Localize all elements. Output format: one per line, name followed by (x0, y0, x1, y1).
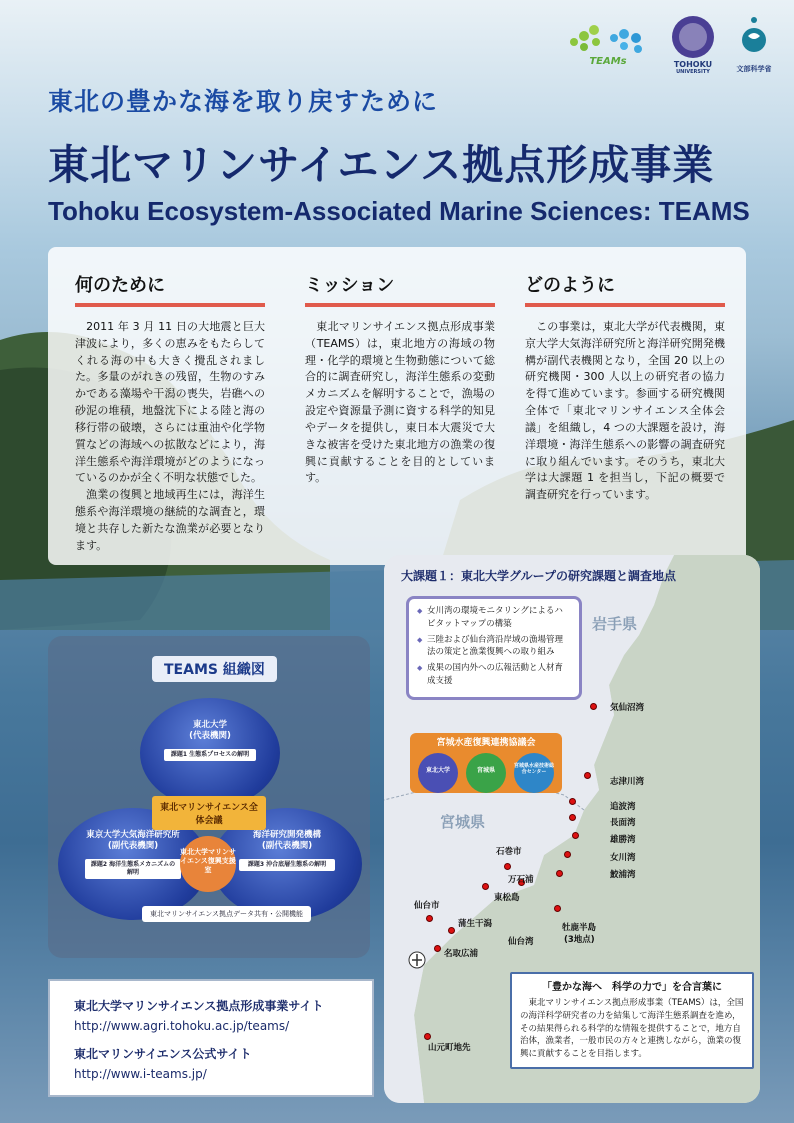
column-how-text: この事業は，東北大学が代表機関，東京大学大気海洋研究所と海洋研究開発機構が副代表機関となり，全国 20 以上の研究機関・300 人以上の研究者の協力を得て進めています。参画する研究機関全体で「東北マリンサイエンス全体会議」を組織し，4 つの大課題を設け，海洋環境・海洋生態系への影響の調査研究に取り組んでいます。そのうち，東北大学は大課題 1 を担当し，下記の概要で調査研究を行っています。 (525, 320, 725, 502)
site-label: 仙台湾 (508, 937, 534, 947)
task-list (406, 596, 582, 700)
site-label: 追波湾 (610, 802, 636, 812)
column-mission-heading: ミッション (305, 271, 495, 307)
intro-panel (48, 247, 746, 565)
site-dot (564, 851, 571, 858)
airport-icon (408, 951, 426, 969)
site-dot (434, 945, 441, 952)
link2-label: 東北マリンサイエンス公式サイト (74, 1047, 252, 1061)
mext-logo (734, 14, 774, 74)
org-right-task: 課題3 沖合底層生態系の解明 (239, 859, 335, 871)
org-data-tag: 東北マリンサイエンス拠点データ共有・公開機能 (142, 906, 311, 922)
council-tohoku: 東北大学 (418, 753, 458, 793)
site-dot (426, 915, 433, 922)
org-chart-title: TEAMS 組織図 (152, 656, 277, 682)
task-item: ◆ 三陸および仙台湾沿岸域の漁場管理法の策定と漁業復興への取り組み (417, 634, 571, 660)
org-left-name: 東京大学大気海洋研究所 (86, 830, 180, 840)
org-right-role: (副代表機関) (261, 841, 313, 852)
org-center-circle: 東北大学マリンサイエンス復興支援室 (180, 836, 236, 892)
region-miyagi: 宮城県 (440, 813, 486, 831)
column-how-heading: どのように (525, 271, 725, 307)
logo-bar (564, 14, 774, 75)
org-left-role: (副代表機関) (107, 841, 159, 852)
teams-logo (564, 14, 652, 67)
site-label: 女川湾 (610, 853, 636, 863)
site-label: 雄勝湾 (610, 835, 636, 845)
tohoku-logo (670, 14, 716, 75)
mext-emblem-icon (734, 14, 774, 64)
council-label: 宮城水産復興連携協議会 (436, 738, 536, 748)
site-dot (554, 905, 561, 912)
tohoku-logo-text: TOHOKU (673, 60, 713, 69)
site-dot (572, 832, 579, 839)
council-fisheries-center: 宮城県水産技術総合センター (514, 753, 554, 793)
org-tohoku-circle (140, 698, 280, 808)
column-why (75, 271, 265, 555)
column-how (525, 271, 725, 504)
site-label: 牡鹿半島 (562, 923, 597, 933)
site-dot (482, 883, 489, 890)
site-dot (584, 772, 591, 779)
site-label: 蒲生干潟 (458, 919, 493, 929)
mext-logo-text: 文部科学省 (736, 65, 772, 73)
org-top-role: (代表機関) (189, 731, 231, 742)
site-label: 石巻市 (496, 847, 522, 857)
slogan-title: 「豊かな海へ 科学の力で」を合言葉に (542, 982, 722, 993)
council-box (410, 733, 562, 793)
org-council-tag: 東北マリンサイエンス全体会議 (152, 796, 266, 830)
site-label: 仙台市 (414, 901, 440, 911)
org-chart (48, 636, 370, 958)
link1-url[interactable]: http://www.agri.tohoku.ac.jp/teams/ (74, 1019, 290, 1033)
slogan-text: 東北マリンサイエンス拠点形成事業（TEAMS）は，全国の海洋科学研究者の力を結集して海洋生態系調査を進め，その結果得られる科学的な情報を提供することで，地方自治体，漁業者，一般市民の方々と連携しながら，漁業の復興に貢献することを目指します。 (520, 998, 744, 1059)
tohoku-emblem-icon (670, 14, 716, 60)
site-dot (504, 863, 511, 870)
site-label: 東松島 (494, 893, 520, 903)
subtitle: 東北の豊かな海を取り戻すために (48, 87, 439, 116)
site-label: 長面湾 (610, 818, 636, 828)
site-label: (3地点) (564, 935, 595, 945)
org-top-name: 東北大学 (192, 720, 227, 730)
site-dot (569, 798, 576, 805)
site-label: 山元町地先 (428, 1043, 471, 1053)
research-map (384, 555, 760, 1103)
task-item: ◆ 成果の国内外への広報活動と人材育成支援 (417, 662, 571, 688)
slogan-box (510, 972, 754, 1069)
link1-label: 東北大学マリンサイエンス拠点形成事業サイト (74, 999, 324, 1013)
site-label: 万石浦 (508, 875, 534, 885)
council-miyagi: 宮城県 (466, 753, 506, 793)
site-dot (424, 1033, 431, 1040)
org-right-name: 海洋研究開発機構 (252, 830, 321, 840)
page-title: 東北マリンサイエンス拠点形成事業 (48, 141, 715, 189)
site-label: 志津川湾 (610, 777, 645, 787)
site-dot (448, 927, 455, 934)
task-item: ◆ 女川湾の環境モニタリングによるハビタットマップの構築 (417, 605, 571, 631)
map-title: 大課題１：東北大学グループの研究課題と調査地点 (401, 569, 677, 583)
column-mission (305, 271, 495, 487)
teams-logo-text: TEAMs (589, 56, 627, 67)
links-box (48, 979, 374, 1097)
column-mission-text: 東北マリンサイエンス拠点形成事業（TEAMS）は，東北地方の海域の物理・化学的環境と生物動態について総合的に調査研究し，海洋生態系の変動メカニズムを解明することで，漁場の設定や資源量予測に資する科学的知見やデータを提供し，東日本大震災で大きな被害を受けた東北地方の漁業の復興に貢献することを目的としています。 (305, 320, 495, 485)
column-why-heading: 何のために (75, 271, 265, 307)
page-title-en: Tohoku Ecosystem-Associated Marine Sciences: TEAMS (48, 196, 750, 226)
site-label: 鮫浦湾 (610, 870, 636, 880)
site-label: 名取広浦 (444, 949, 479, 959)
site-dot (590, 703, 597, 710)
site-dot (556, 870, 563, 877)
link2-url[interactable]: http://www.i-teams.jp/ (74, 1067, 207, 1081)
column-why-text: 2011 年 3 月 11 日の大地震と巨大津波により，多くの恵みをもたらしてくれる海の中も大きく攪乱されました。多量のがれきの残留，生物のすみかである藻場や干潟の喪失，岩礁への砂泥の堆積，地盤沈下による陸と海の移行帯の破壊，さらには重油や化学物質などの海域への拡散などにより，海洋生態系や海洋環境がどのようになっているのかが全く不明な状態でした。 漁業の復興と地域再生には，海洋生態系や海洋環境の継続的な調査と，環境と共存した新たな漁業が必要となります。 (75, 320, 265, 552)
site-dot (569, 814, 576, 821)
org-left-task: 課題2 海洋生態系メカニズムの解明 (85, 859, 181, 879)
site-label: 気仙沼湾 (610, 703, 645, 713)
org-top-task: 課題1 生態系プロセスの解明 (164, 749, 256, 761)
tohoku-logo-sub: UNIVERSITY (676, 69, 710, 75)
region-iwate: 岩手県 (592, 615, 638, 633)
